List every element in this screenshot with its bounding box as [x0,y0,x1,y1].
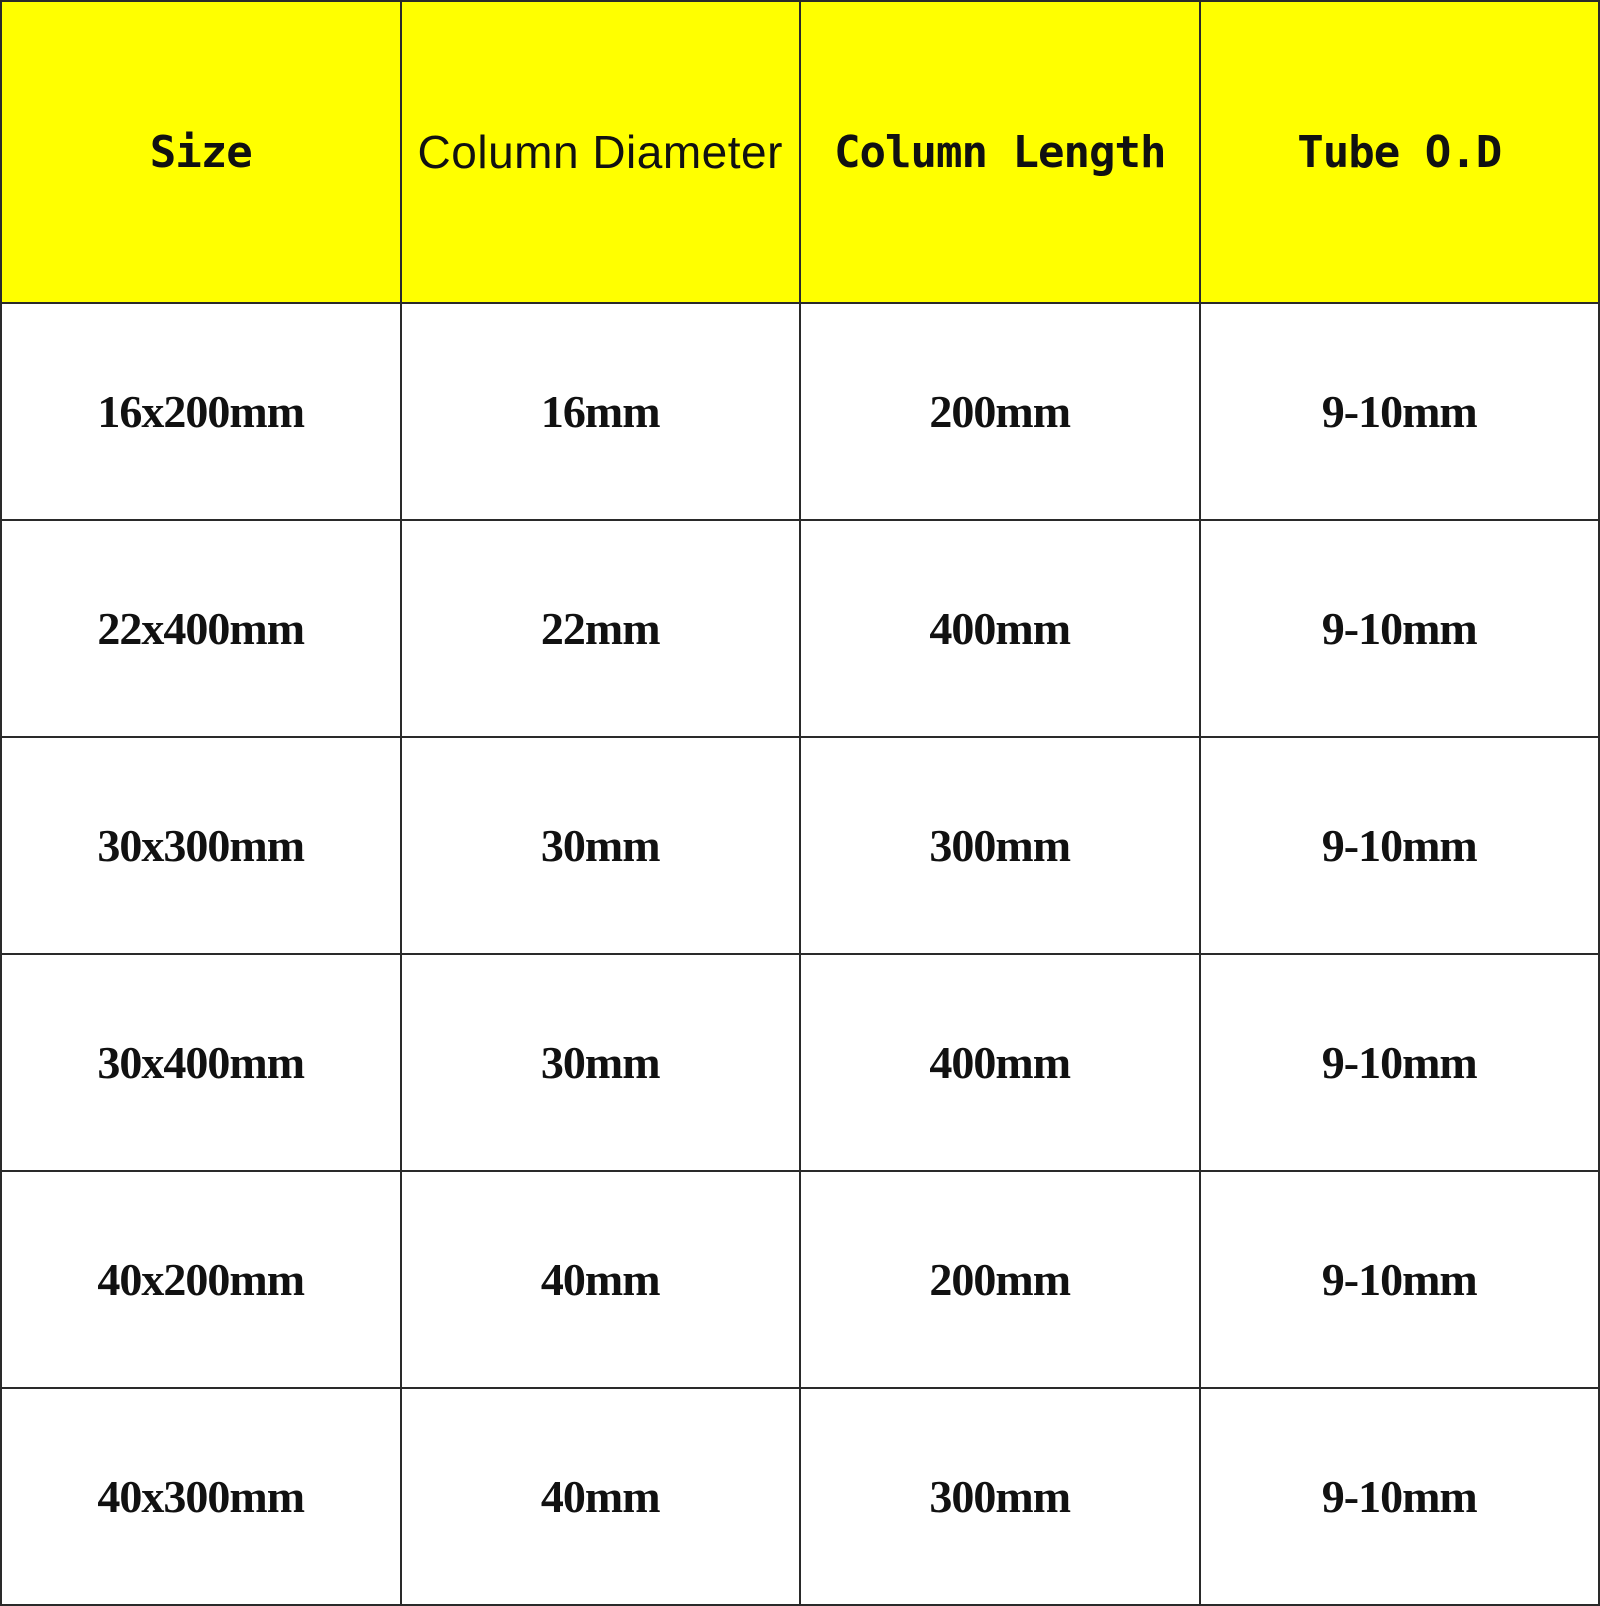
cell-column-diameter: 30mm [401,954,801,1171]
cell-size: 16x200mm [1,303,401,520]
cell-column-diameter: 40mm [401,1388,801,1605]
cell-size: 22x400mm [1,520,401,737]
table-row [1,1171,1599,1388]
header-column-length: Column Length [800,1,1200,303]
cell-size: 30x300mm [1,737,401,954]
table-header [1,1,1599,303]
header-tube-od: Tube O.D [1200,1,1600,303]
header-row [1,1,1599,303]
cell-tube-od: 9-10mm [1200,737,1600,954]
cell-column-length: 200mm [800,303,1200,520]
cell-column-diameter: 16mm [401,303,801,520]
cell-column-diameter: 30mm [401,737,801,954]
cell-tube-od: 9-10mm [1200,1388,1600,1605]
cell-column-diameter: 40mm [401,1171,801,1388]
cell-tube-od: 9-10mm [1200,303,1600,520]
cell-column-length: 400mm [800,954,1200,1171]
header-column-diameter: Column Diameter [401,1,801,303]
cell-column-length: 200mm [800,1171,1200,1388]
table-row [1,954,1599,1171]
cell-tube-od: 9-10mm [1200,954,1600,1171]
cell-tube-od: 9-10mm [1200,1171,1600,1388]
table-row [1,737,1599,954]
table-row [1,303,1599,520]
cell-size: 40x300mm [1,1388,401,1605]
cell-column-length: 300mm [800,737,1200,954]
cell-size: 30x400mm [1,954,401,1171]
cell-size: 40x200mm [1,1171,401,1388]
cell-column-length: 400mm [800,520,1200,737]
table-body [1,303,1599,1605]
table-row [1,1388,1599,1605]
header-size: Size [1,1,401,303]
cell-column-length: 300mm [800,1388,1200,1605]
cell-tube-od: 9-10mm [1200,520,1600,737]
table-row [1,520,1599,737]
cell-column-diameter: 22mm [401,520,801,737]
